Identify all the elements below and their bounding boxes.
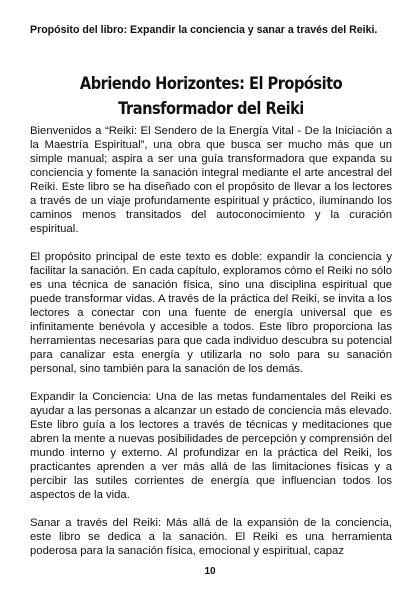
- chapter-title: Abriendo Horizontes: El Propósito Transformador del Reiki: [79, 74, 343, 119]
- paragraph-expand-consciousness: Expandir la Conciencia: Una de las metas fundamentales del Reiki es ayudar a las personas a alcanzar un estado de conciencia más elevado. Este libro guía a los lectores a través de técnicas y meditaciones que abren la mente a nuevas posibilidades de percepción y comprensión del mundo interno y externo. Al profundizar en la práctica del Reiki, los practicantes aprenden a ver más allá de las limitaciones físicas y a percibir las sutiles corrientes de energía que influencian todos los aspectos de la vida.: [30, 391, 392, 501]
- running-head: Propósito del libro: Expandir la conciencia y sanar a través del Reiki.: [30, 24, 378, 36]
- page-number: 10: [204, 566, 216, 577]
- paragraph-introduction: Bienvenidos a “Reiki: El Sendero de la Energía Vital - De la Iniciación a la Maestría Espiritual”, una obra que busca ser mucho más que un simple manual; aspira a ser una guía transformadora que expanda su conciencia y fomente la sanación integral mediante el arte ancestral del Reiki. Este libro se ha diseñado con el propósito de llevar a los lectores a través de un viaje profundamente espiritual y práctico, iluminando los caminos menos transitados del autoconocimiento y la curación espiritual.: [30, 125, 392, 235]
- body-text: [30, 124, 392, 572]
- paragraph-healing: Sanar a través del Reiki: Más allá de la expansión de la conciencia, este libro se dedica a la sanación. El Reiki es una herramienta poderosa para la sanación física, emocional y espiritual, capaz: [30, 517, 392, 557]
- paragraph-purpose: El propósito principal de este texto es doble: expandir la conciencia y facilitar la sanación. En cada capítulo, exploramos cómo el Reiki no sólo es una técnica de sanación física, sino una disciplina espiritual que puede transformar vidas. A través de la práctica del Reiki, se invita a los lectores a conectar con una fuente de energía universal que es infinitamente benévola y accesible a todos. Este libro proporciona las herramientas necesarias para que cada individuo descubra su potencial para canalizar esta energía y utilizarla no solo para su sanación personal, sino también para la sanación de los demás.: [30, 251, 392, 375]
